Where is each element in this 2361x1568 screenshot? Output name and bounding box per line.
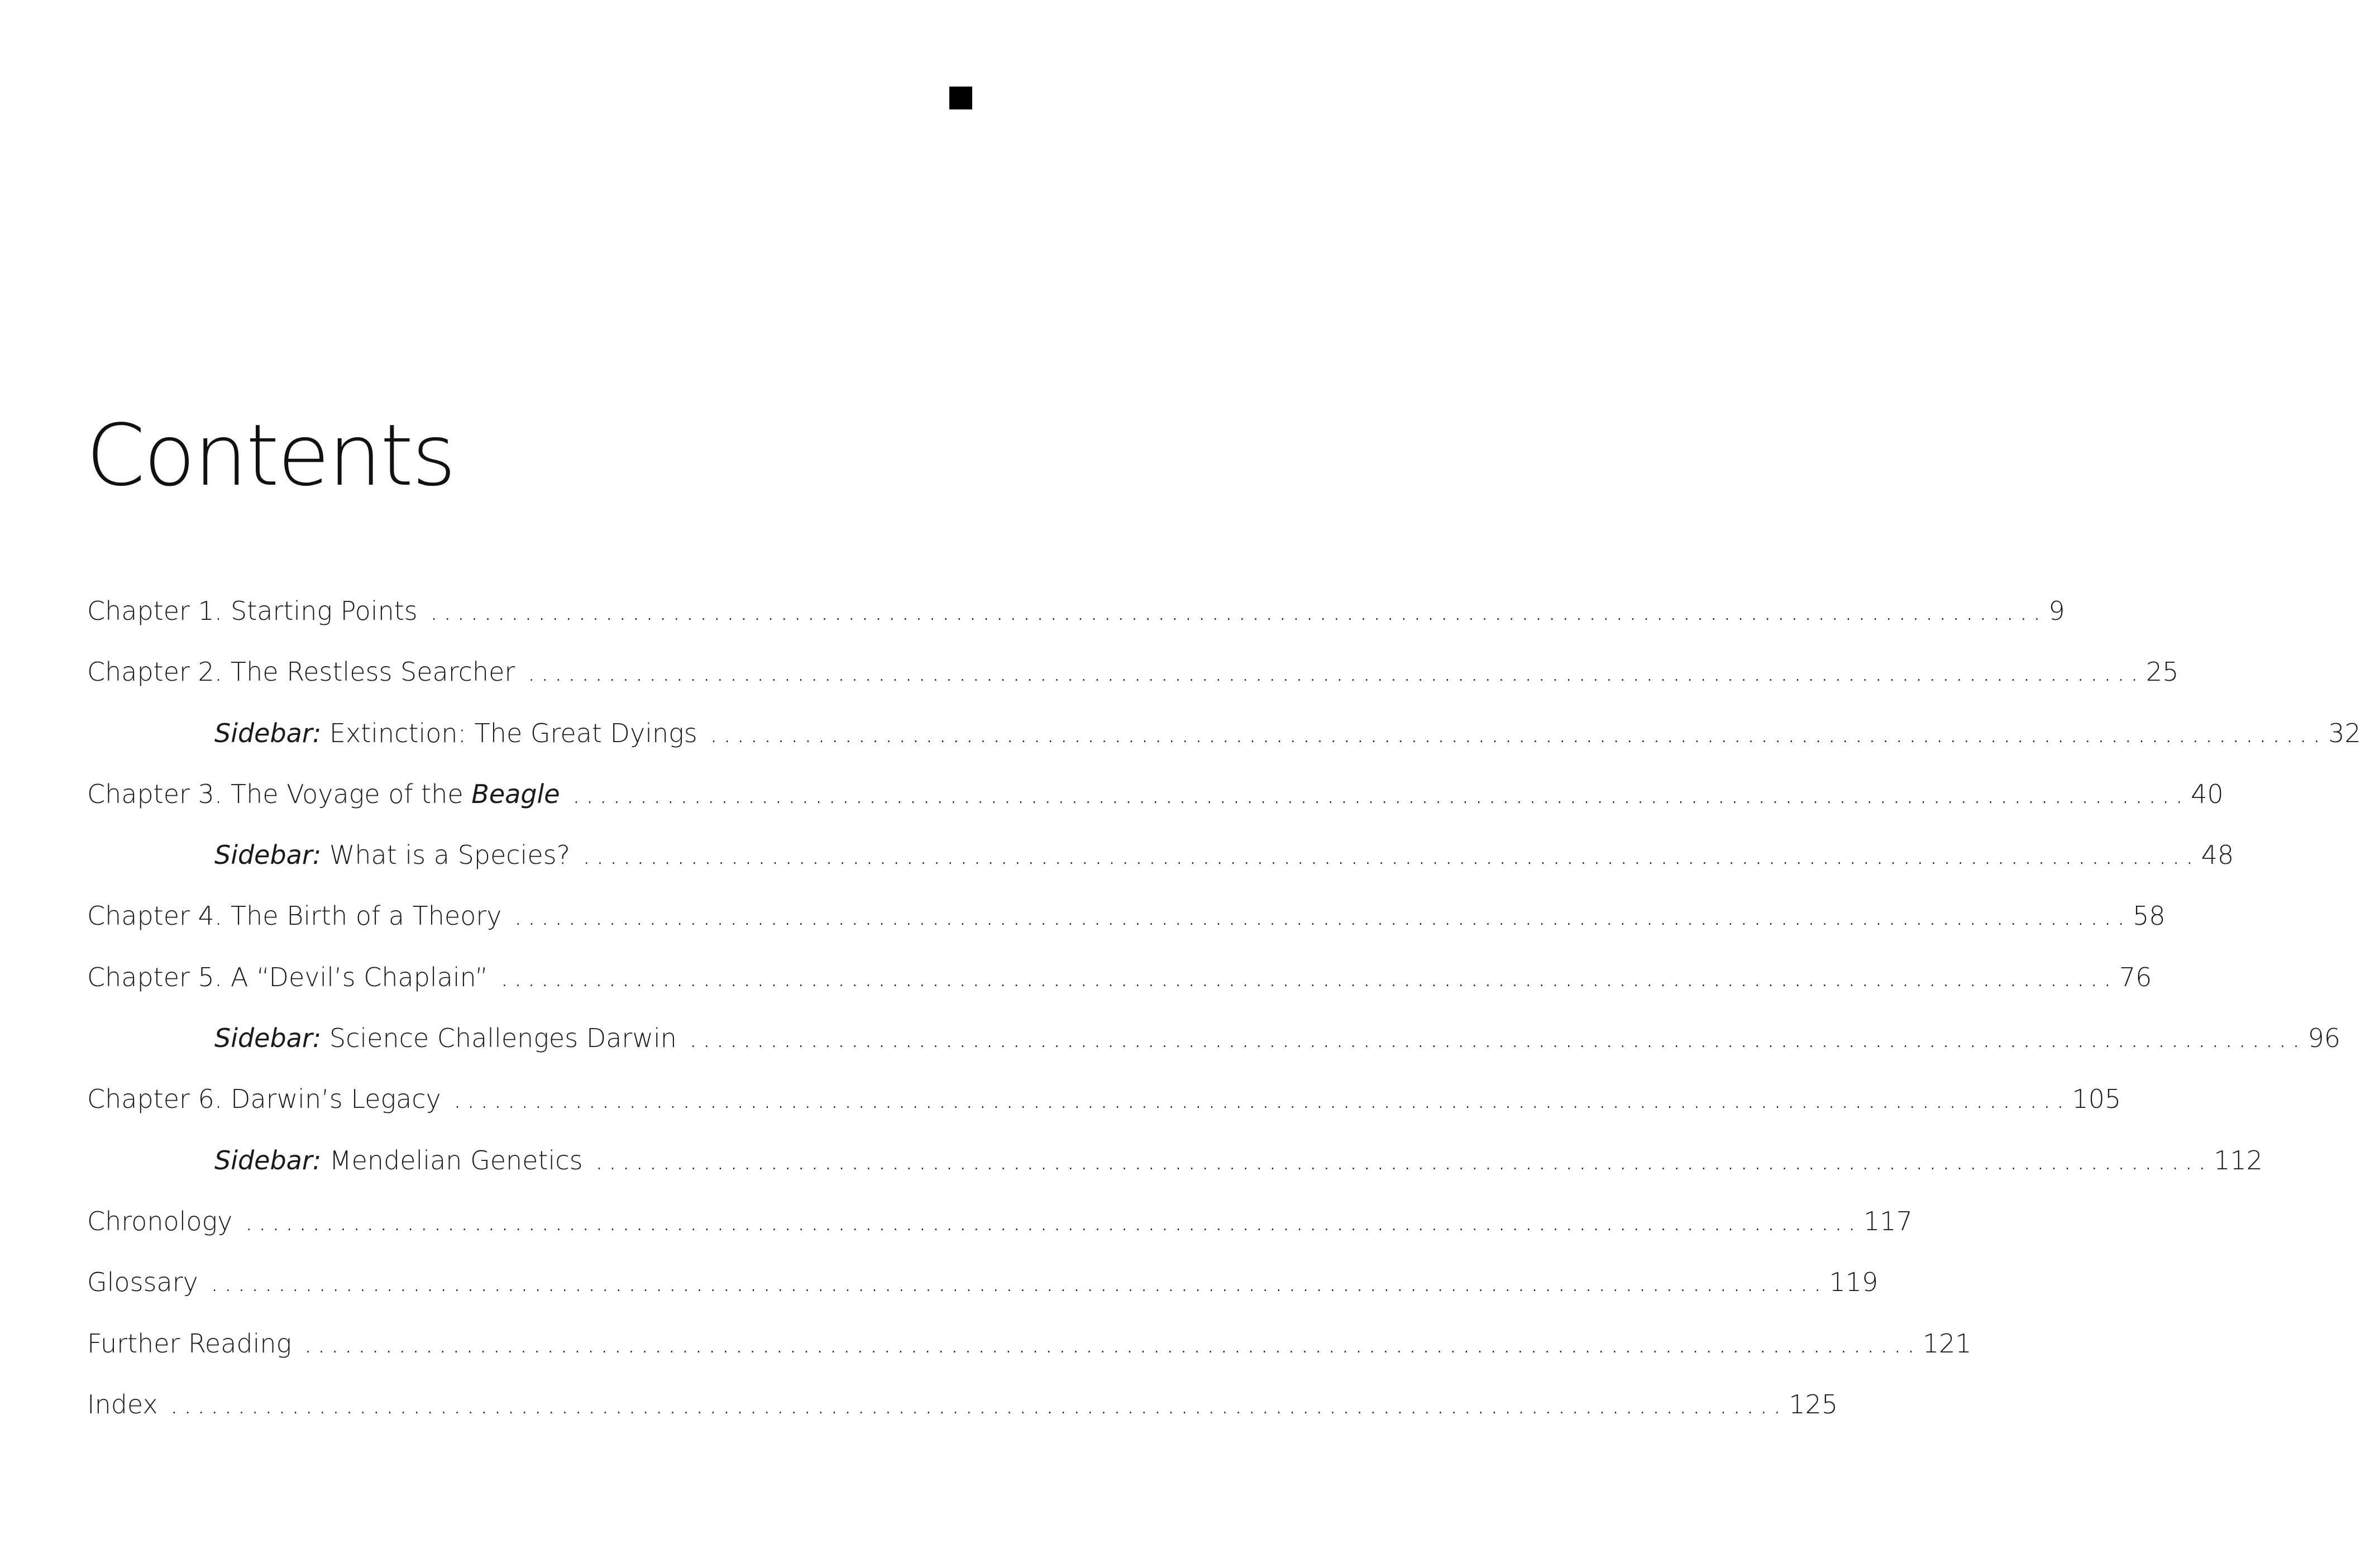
toc-page-number: 58 xyxy=(2133,901,2166,931)
dot-leader: ........................................................................................................................ xyxy=(245,1206,1862,1236)
toc-entry-label: Chapter 5. A “Devil’s Chaplain” xyxy=(87,962,489,992)
dot-leader: ........................................................................................................................ xyxy=(453,1084,2070,1115)
dot-leader: ........................................................................................................................ xyxy=(595,1145,2212,1175)
toc-entry-label: Further Reading xyxy=(87,1328,292,1359)
toc-entry-label: Sidebar: Extinction: The Great Dyings xyxy=(214,718,697,748)
dot-leader: ........................................................................................................................ xyxy=(170,1389,1787,1419)
toc-page-number: 32 xyxy=(2328,718,2361,748)
toc-entry-chronology[interactable] xyxy=(87,1191,1913,1252)
toc-entry-chapter-4[interactable] xyxy=(87,886,2166,946)
toc-entry-further-reading[interactable] xyxy=(87,1313,1972,1374)
toc-page-number: 48 xyxy=(2201,840,2234,871)
toc-page-number: 121 xyxy=(1922,1328,1972,1359)
table-of-contents xyxy=(87,581,2361,1435)
toc-entry-chapter-3[interactable] xyxy=(87,764,2224,825)
toc-entry-label: Chronology xyxy=(87,1206,233,1236)
toc-entry-chapter-6[interactable] xyxy=(87,1069,2121,1130)
toc-entry-label: Sidebar: Science Challenges Darwin xyxy=(214,1023,677,1054)
toc-entry-sidebar-science[interactable] xyxy=(87,1008,2341,1069)
toc-page-number: 112 xyxy=(2214,1145,2263,1175)
dot-leader: ........................................................................................................................ xyxy=(527,657,2144,687)
toc-page-number: 9 xyxy=(2048,596,2065,626)
toc-entry-label: Index xyxy=(87,1389,158,1419)
toc-page-number: 25 xyxy=(2145,657,2179,687)
toc-entry-sidebar-genetics[interactable] xyxy=(87,1130,2263,1191)
dot-leader: ........................................................................................................................ xyxy=(210,1267,1827,1298)
toc-page-number: 40 xyxy=(2191,778,2224,809)
toc-page-number: 125 xyxy=(1789,1389,1838,1419)
toc-page-number: 117 xyxy=(1863,1206,1913,1236)
toc-page-number: 105 xyxy=(2072,1084,2121,1115)
dot-leader: ........................................................................................................................ xyxy=(514,901,2131,931)
toc-entry-label: Sidebar: Mendelian Genetics xyxy=(214,1145,583,1175)
toc-page-number: 76 xyxy=(2119,962,2152,992)
toc-entry-sidebar-extinction[interactable] xyxy=(87,703,2361,764)
dot-leader: ........................................................................................................................ xyxy=(500,962,2117,992)
toc-entry-label: Chapter 3. The Voyage of the Beagle xyxy=(87,778,560,809)
toc-entry-chapter-1[interactable] xyxy=(87,581,2065,642)
dot-leader: ........................................................................................................................ xyxy=(689,1023,2306,1054)
dot-leader: ........................................................................................................................ xyxy=(304,1328,1920,1359)
dot-leader: ........................................................................................................................ xyxy=(709,718,2326,748)
toc-entry-label: Chapter 4. The Birth of a Theory xyxy=(87,901,502,931)
toc-entry-sidebar-species[interactable] xyxy=(87,825,2234,886)
toc-entry-label: Chapter 2. The Restless Searcher xyxy=(87,657,515,687)
toc-entry-chapter-5[interactable] xyxy=(87,947,2152,1008)
toc-entry-glossary[interactable] xyxy=(87,1252,1879,1313)
toc-entry-label: Chapter 6. Darwin’s Legacy xyxy=(87,1084,441,1115)
toc-entry-label: Glossary xyxy=(87,1267,198,1298)
dot-leader: ........................................................................................................................ xyxy=(582,840,2199,871)
page-title: Contents xyxy=(86,406,455,505)
toc-page-number: 96 xyxy=(2307,1023,2341,1054)
toc-entry-label: Chapter 1. Starting Points xyxy=(87,596,418,626)
toc-page-number: 119 xyxy=(1829,1267,1879,1298)
toc-entry-chapter-2[interactable] xyxy=(87,642,2179,702)
dot-leader: ........................................................................................................................ xyxy=(572,778,2189,809)
dot-leader: ........................................................................................................................ xyxy=(429,596,2047,626)
toc-entry-label: Sidebar: What is a Species? xyxy=(214,840,571,871)
toc-entry-index[interactable] xyxy=(87,1374,1838,1435)
page-corner-marker xyxy=(949,87,972,109)
